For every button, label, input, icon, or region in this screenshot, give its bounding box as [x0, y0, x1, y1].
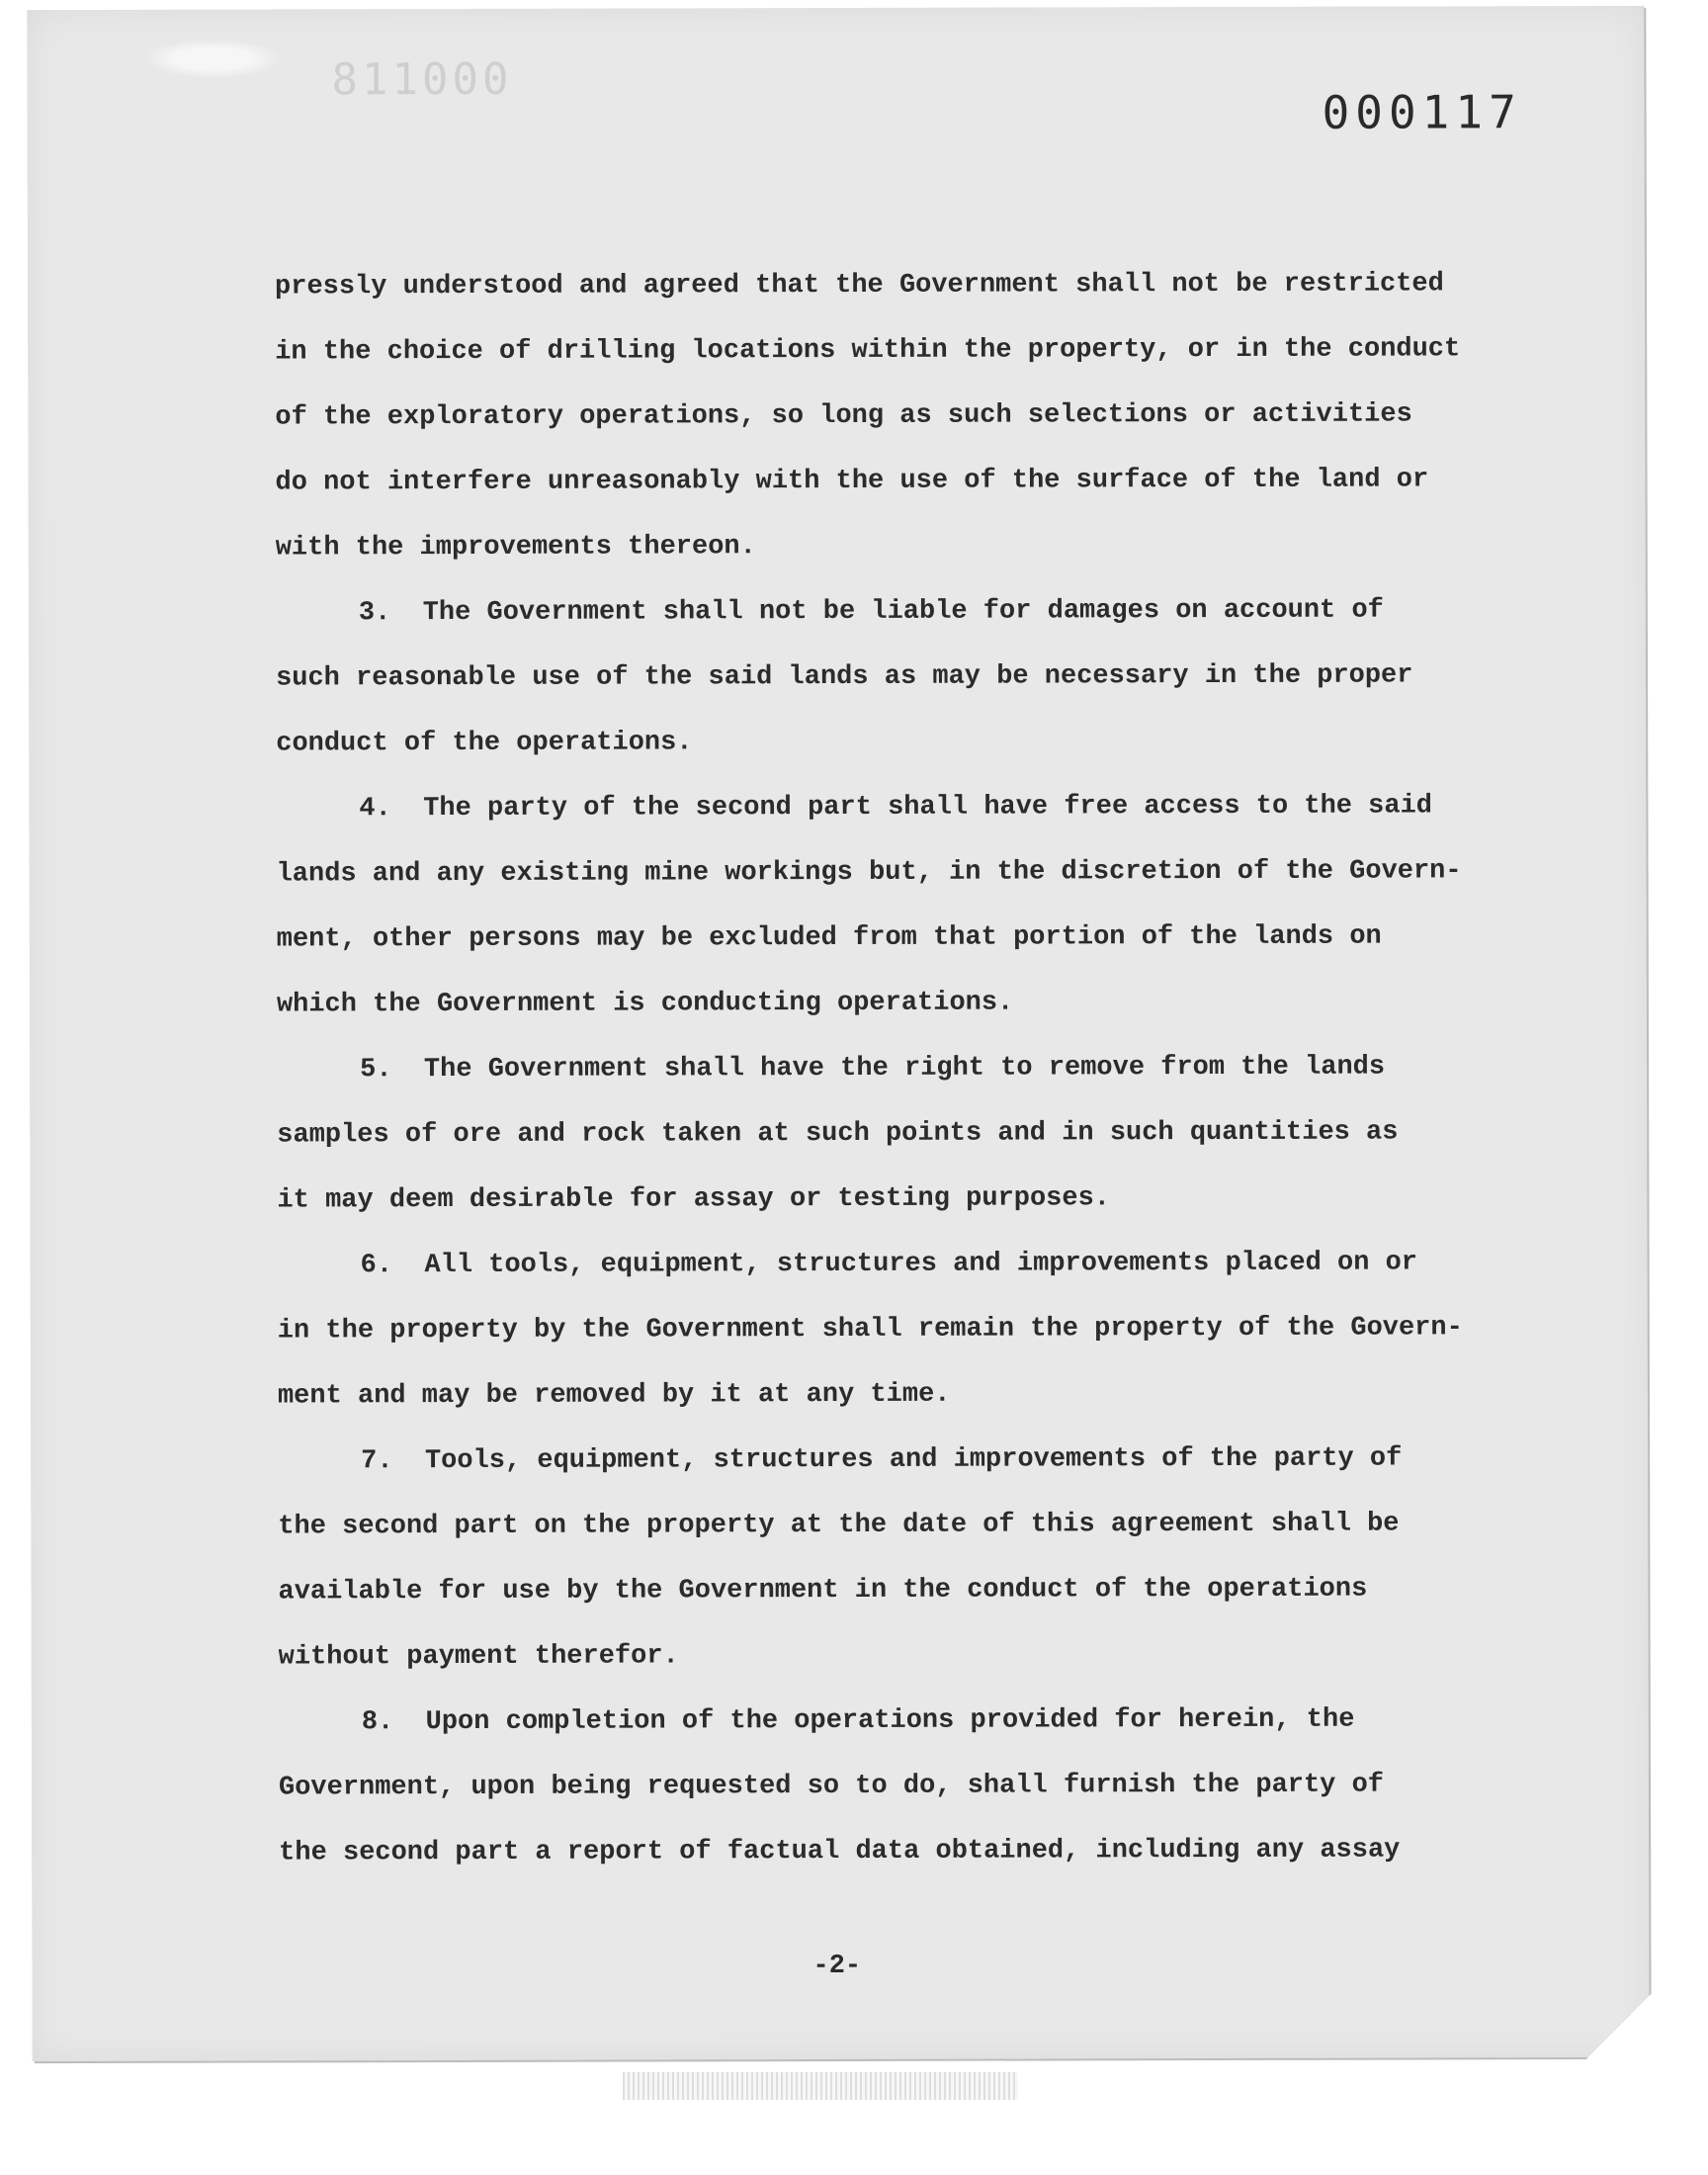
- text-line: ment, other persons may be excluded from that portion of the lands on: [276, 921, 1382, 955]
- text-line: 7. Tools, equipment, structures and improvements of the party of: [361, 1443, 1403, 1477]
- text-line: such reasonable use of the said lands as may be necessary in the proper: [276, 660, 1413, 694]
- text-line: the second part a report of factual data obtained, including any assay: [279, 1835, 1401, 1869]
- scanner-artifact-strip: [623, 2072, 1018, 2100]
- text-line: conduct of the operations.: [276, 728, 693, 759]
- text-line: Government, upon being requested so to do, shall furnish the party of: [278, 1770, 1385, 1803]
- text-line: available for use by the Government in the conduct of the operations: [278, 1574, 1368, 1608]
- text-line: samples of ore and rock taken at such points and in such quantities as: [277, 1117, 1399, 1151]
- text-line: ment and may be removed by it at any time.: [277, 1379, 951, 1412]
- text-line: of the exploratory operations, so long as such selections or activities: [275, 399, 1412, 433]
- text-line: with the improvements thereon.: [275, 532, 756, 564]
- torn-corner-mark: [143, 39, 282, 78]
- page-number-footer: -2-: [812, 1951, 862, 1982]
- text-line: lands and any existing mine workings but, in the discretion of the Govern-: [276, 856, 1462, 890]
- text-line: pressly understood and agreed that the Government shall not be restricted: [274, 269, 1444, 303]
- text-line: 4. The party of the second part shall have free access to the said: [359, 791, 1433, 825]
- text-line: without payment therefor.: [278, 1641, 679, 1673]
- body-text: [275, 251, 1534, 1885]
- faded-document-number: 811000: [331, 53, 513, 106]
- text-line: the second part on the property at the date of this agreement shall be: [278, 1509, 1400, 1542]
- document-number: 000117: [1322, 85, 1522, 139]
- text-line: in the choice of drilling locations within the property, or in the conduct: [275, 334, 1461, 368]
- text-line: which the Government is conducting operations.: [276, 988, 1014, 1020]
- text-line: 6. All tools, equipment, structures and improvements placed on or: [360, 1248, 1418, 1281]
- text-line: 5. The Government shall have the right to remove from the lands: [360, 1052, 1386, 1086]
- text-line: in the property by the Government shall remain the property of the Govern-: [277, 1313, 1463, 1347]
- text-line: do not interfere unreasonably with the use of the surface of the land or: [275, 465, 1429, 498]
- text-line: it may deem desirable for assay or testing purposes.: [277, 1183, 1111, 1216]
- text-line: 8. Upon completion of the operations provided for herein, the: [361, 1704, 1355, 1738]
- text-line: 3. The Government shall not be liable for damages on account of: [358, 595, 1384, 629]
- document-page: [27, 6, 1649, 2061]
